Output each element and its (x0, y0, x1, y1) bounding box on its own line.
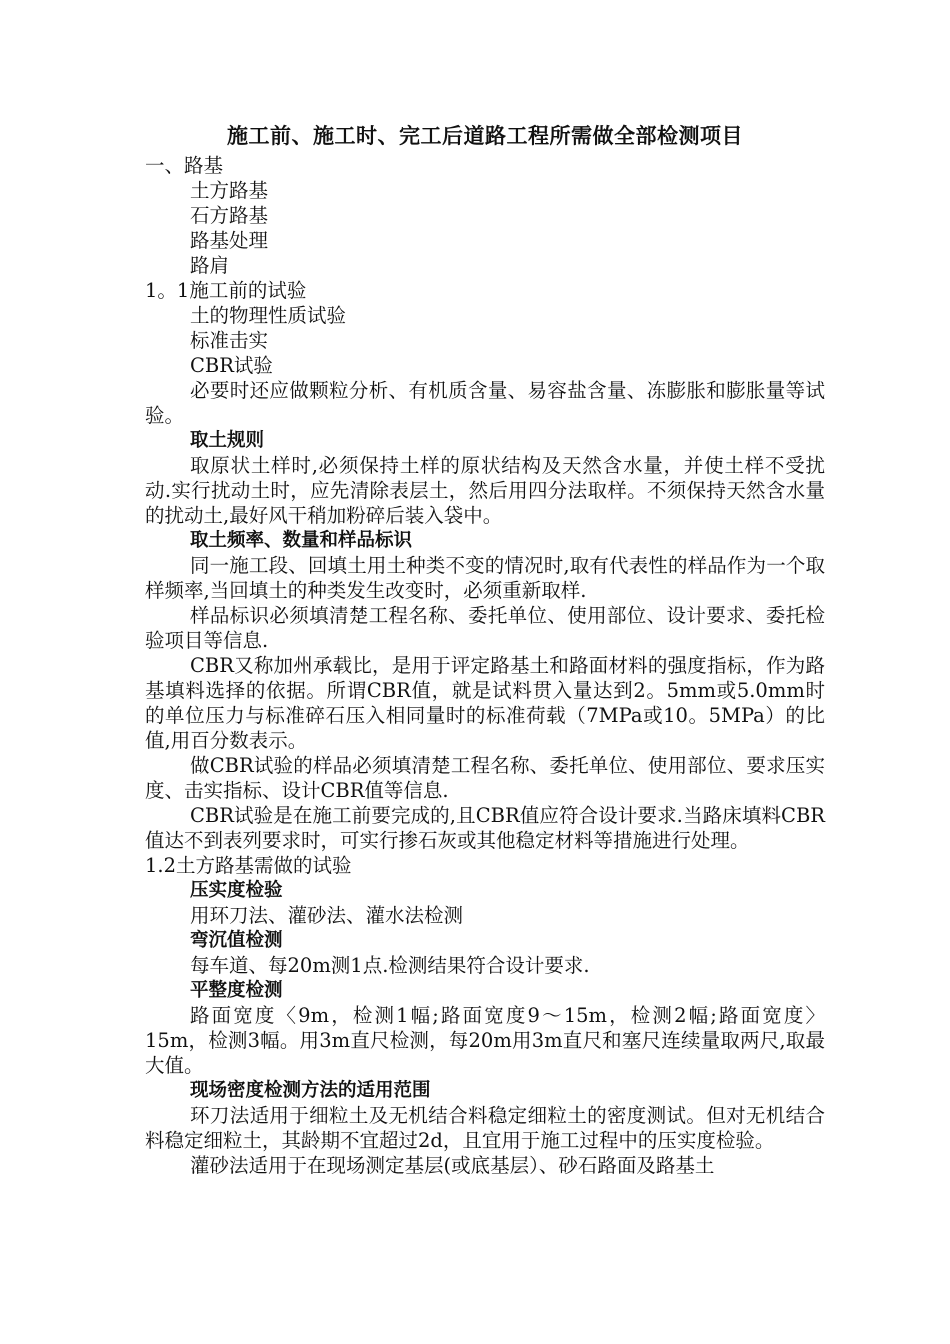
list-item: 路基处理 (190, 229, 269, 252)
document-body (145, 121, 825, 1178)
paragraph-cbr-requirement: CBR试验是在施工前要完成的,且CBR值应符合设计要求.当路床填料CBR值达不到表列要求时，可实行掺石灰或其他稳定材料等措施进行处理。 (145, 804, 825, 852)
paragraph-flatness: 路面宽度〈9m，检测1幅;路面宽度9～15m，检测2幅;路面宽度〉15m，检测3幅。用3m直尺检测，每20m用3m直尺和塞尺连续量取两尺,取最大值。 (145, 1004, 825, 1077)
paragraph-cbr-definition: CBR又称加州承载比，是用于评定路基土和路面材料的强度指标，作为路基填料选择的依据。所谓CBR值，就是试料贯入量达到2。5mm或5.0mm时的单位压力与标准碎石压入相同量时的标准荷载（7MPa或10。5MPa）的比值,用百分数表示。 (145, 654, 825, 752)
paragraph-ring-knife: 环刀法适用于细粒土及无机结合料稳定细粒土的密度测试。但对无机结合料稳定细粒土，其龄期不宜超过2d，且宜用于施工过程中的压实度检验。 (145, 1104, 825, 1152)
section-heading-roadbed: 一、路基 (145, 154, 224, 177)
paragraph-compaction: 用环刀法、灌砂法、灌水法检测 (190, 904, 464, 927)
list-item: 标准击实 (190, 329, 269, 352)
list-item: 路肩 (190, 254, 230, 277)
document-title: 施工前、施工时、完工后道路工程所需做全部检测项目 (227, 124, 743, 148)
heading-sampling-rules: 取土规则 (190, 430, 265, 451)
paragraph-deflection: 每车道、每20m测1点.检测结果符合设计要求. (190, 954, 590, 977)
list-item: CBR试验 (190, 354, 273, 377)
subsection-heading-1-2: 1.2土方路基需做的试验 (145, 854, 352, 877)
subsection-heading-1-1: 1。1施工前的试验 (145, 279, 307, 302)
paragraph-cbr-sample: 做CBR试验的样品必须填清楚工程名称、委托单位、使用部位、要求压实度、击实指标、设计CBR值等信息. (145, 754, 825, 802)
paragraph-note: 必要时还应做颗粒分析、有机质含量、易容盐含量、冻膨胀和膨胀量等试验。 (145, 379, 825, 427)
paragraph-sampling-frequency: 同一施工段、回填土用土种类不变的情况时,取有代表性的样品作为一个取样频率,当回填土的种类发生改变时，必须重新取样. (145, 554, 825, 602)
list-item: 石方路基 (190, 204, 269, 227)
paragraph-sample-label: 样品标识必须填清楚工程名称、委托单位、使用部位、设计要求、委托检验项目等信息. (145, 604, 825, 652)
heading-flatness: 平整度检测 (190, 980, 283, 1001)
heading-compaction: 压实度检验 (190, 880, 283, 901)
paragraph-sampling-rules: 取原状土样时,必须保持土样的原状结构及天然含水量，并使土样不受扰动.实行扰动土时，应先清除表层土，然后用四分法取样。不须保持天然含水量的扰动土,最好风干稍加粉碎后装入袋中。 (145, 454, 825, 527)
heading-sampling-frequency: 取土频率、数量和样品标识 (190, 530, 413, 551)
list-item: 土的物理性质试验 (190, 304, 347, 327)
list-item: 土方路基 (190, 179, 269, 202)
heading-deflection: 弯沉值检测 (190, 930, 283, 951)
paragraph-sand-cone: 灌砂法适用于在现场测定基层(或底基层）、砂石路面及路基土 (190, 1154, 715, 1177)
heading-density-methods: 现场密度检测方法的适用范围 (190, 1080, 431, 1101)
